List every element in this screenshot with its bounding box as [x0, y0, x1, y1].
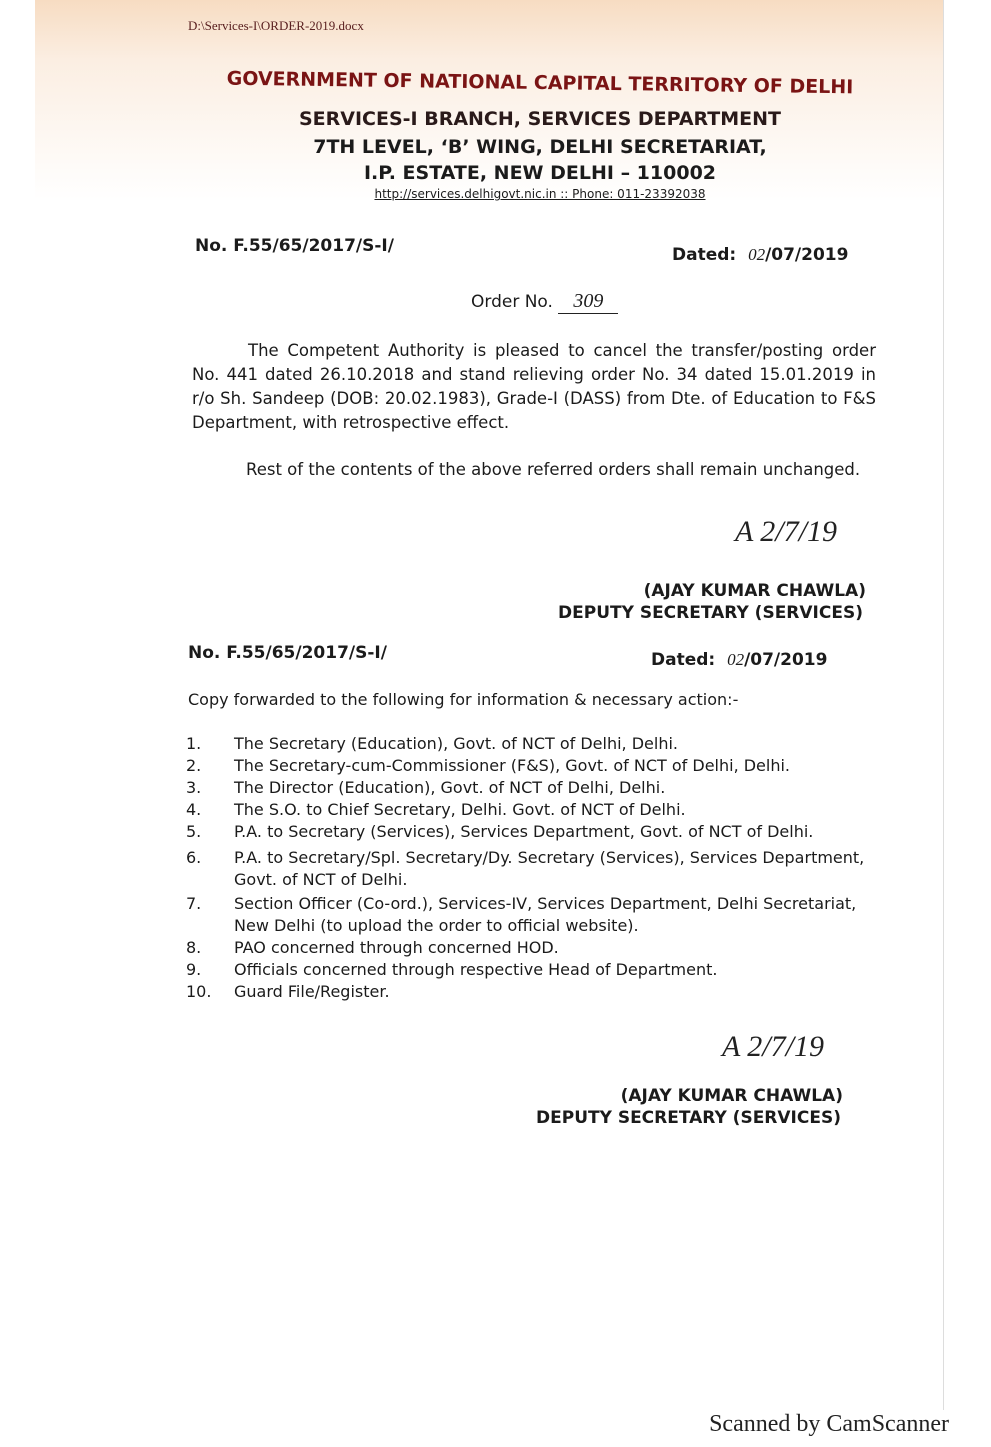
file-path-label: D:\Services-I\ORDER-2019.docx — [188, 18, 364, 33]
camscanner-watermark: Scanned by CamScanner — [709, 1411, 949, 1437]
item-number: 7. — [186, 894, 202, 913]
date-printed: /07/2019 — [765, 245, 849, 265]
signature-1: A 2/7/19 — [735, 515, 837, 548]
dated-label: Dated: — [672, 245, 737, 265]
item-text: Section Officer (Co-ord.), Services-IV, Services Department, Delhi Secretariat, New Delhi (to upload the order to official website). — [234, 894, 857, 935]
signatory-title-2: DEPUTY SECRETARY (SERVICES) — [536, 1108, 841, 1128]
list-item — [186, 821, 866, 843]
item-number: 1. — [186, 734, 202, 753]
list-item — [186, 981, 866, 1003]
item-text: P.A. to Secretary/Spl. Secretary/Dy. Secretary (Services), Services Department, Govt. of NCT of Delhi. — [234, 848, 865, 889]
item-text: Officials concerned through respective Head of Department. — [234, 960, 718, 979]
header-government: GOVERNMENT OF NATIONAL CAPITAL TERRITORY OF DELHI — [226, 67, 854, 99]
item-text: The S.O. to Chief Secretary, Delhi. Govt. of NCT of Delhi. — [234, 800, 686, 819]
item-number: 6. — [186, 848, 202, 867]
item-number: 5. — [186, 822, 202, 841]
dated-label: Dated: — [651, 650, 716, 670]
item-text: The Secretary (Education), Govt. of NCT of Delhi, Delhi. — [234, 734, 678, 753]
order-number-line — [471, 290, 618, 314]
list-item — [186, 799, 866, 821]
list-item — [186, 959, 866, 981]
item-number: 3. — [186, 778, 202, 797]
order-body-paragraph: The Competent Authority is pleased to cancel the transfer/posting order No. 441 dated 26.10.2018 and stand relieving order No. 34 dated 15.01.2019 in r/o Sh. Sandeep (DOB: 20.02.1983), Grade-I (DASS) from Dte. of Education to F&S Department, with retrospective effect. — [192, 341, 876, 432]
item-number: 2. — [186, 756, 202, 775]
item-text: P.A. to Secretary (Services), Services Department, Govt. of NCT of Delhi. — [234, 822, 814, 841]
item-number: 9. — [186, 960, 202, 979]
copy-file-number: No. F.55/65/2017/S-I/ — [188, 643, 387, 663]
order-rest-paragraph: Rest of the contents of the above referred orders shall remain unchanged. — [246, 460, 861, 479]
header-branch: SERVICES-I BRANCH, SERVICES DEPARTMENT — [298, 108, 782, 130]
list-item — [186, 733, 866, 755]
date-printed: /07/2019 — [744, 650, 828, 670]
signatory-title-1: DEPUTY SECRETARY (SERVICES) — [558, 603, 863, 623]
list-item — [186, 893, 866, 937]
header-address-2: I.P. ESTATE, NEW DELHI – 110002 — [363, 162, 717, 184]
header-address-1: 7TH LEVEL, ‘B’ WING, DELHI SECRETARIAT, — [313, 136, 767, 158]
copy-date — [651, 650, 827, 670]
item-number: 10. — [186, 982, 212, 1001]
header-contact-link[interactable]: http://services.delhigovt.nic.in :: Phone: 011-23392038 — [374, 187, 706, 201]
copy-intro: Copy forwarded to the following for information & necessary action:- — [188, 690, 739, 709]
item-text: The Secretary-cum-Commissioner (F&S), Govt. of NCT of Delhi, Delhi. — [234, 756, 791, 775]
order-date — [672, 245, 848, 265]
list-item — [186, 937, 866, 959]
list-item — [186, 777, 866, 799]
item-text: Guard File/Register. — [234, 982, 390, 1001]
list-item — [186, 755, 866, 777]
item-number: 8. — [186, 938, 202, 957]
order-number-handwritten: 309 — [558, 290, 618, 314]
signatory-name-1: (AJAY KUMAR CHAWLA) — [643, 581, 866, 601]
date-handwritten: 02 — [748, 245, 766, 264]
item-text: The Director (Education), Govt. of NCT of Delhi, Delhi. — [234, 778, 666, 797]
signatory-name-2: (AJAY KUMAR CHAWLA) — [620, 1086, 843, 1106]
order-label: Order No. — [471, 292, 553, 312]
signature-2: A 2/7/19 — [722, 1030, 824, 1063]
date-handwritten: 02 — [727, 650, 745, 669]
item-text: PAO concerned through concerned HOD. — [234, 938, 559, 957]
list-item — [186, 847, 866, 891]
copy-recipient-list — [186, 733, 866, 1003]
item-number: 4. — [186, 800, 202, 819]
order-file-number: No. F.55/65/2017/S-I/ — [195, 236, 394, 256]
